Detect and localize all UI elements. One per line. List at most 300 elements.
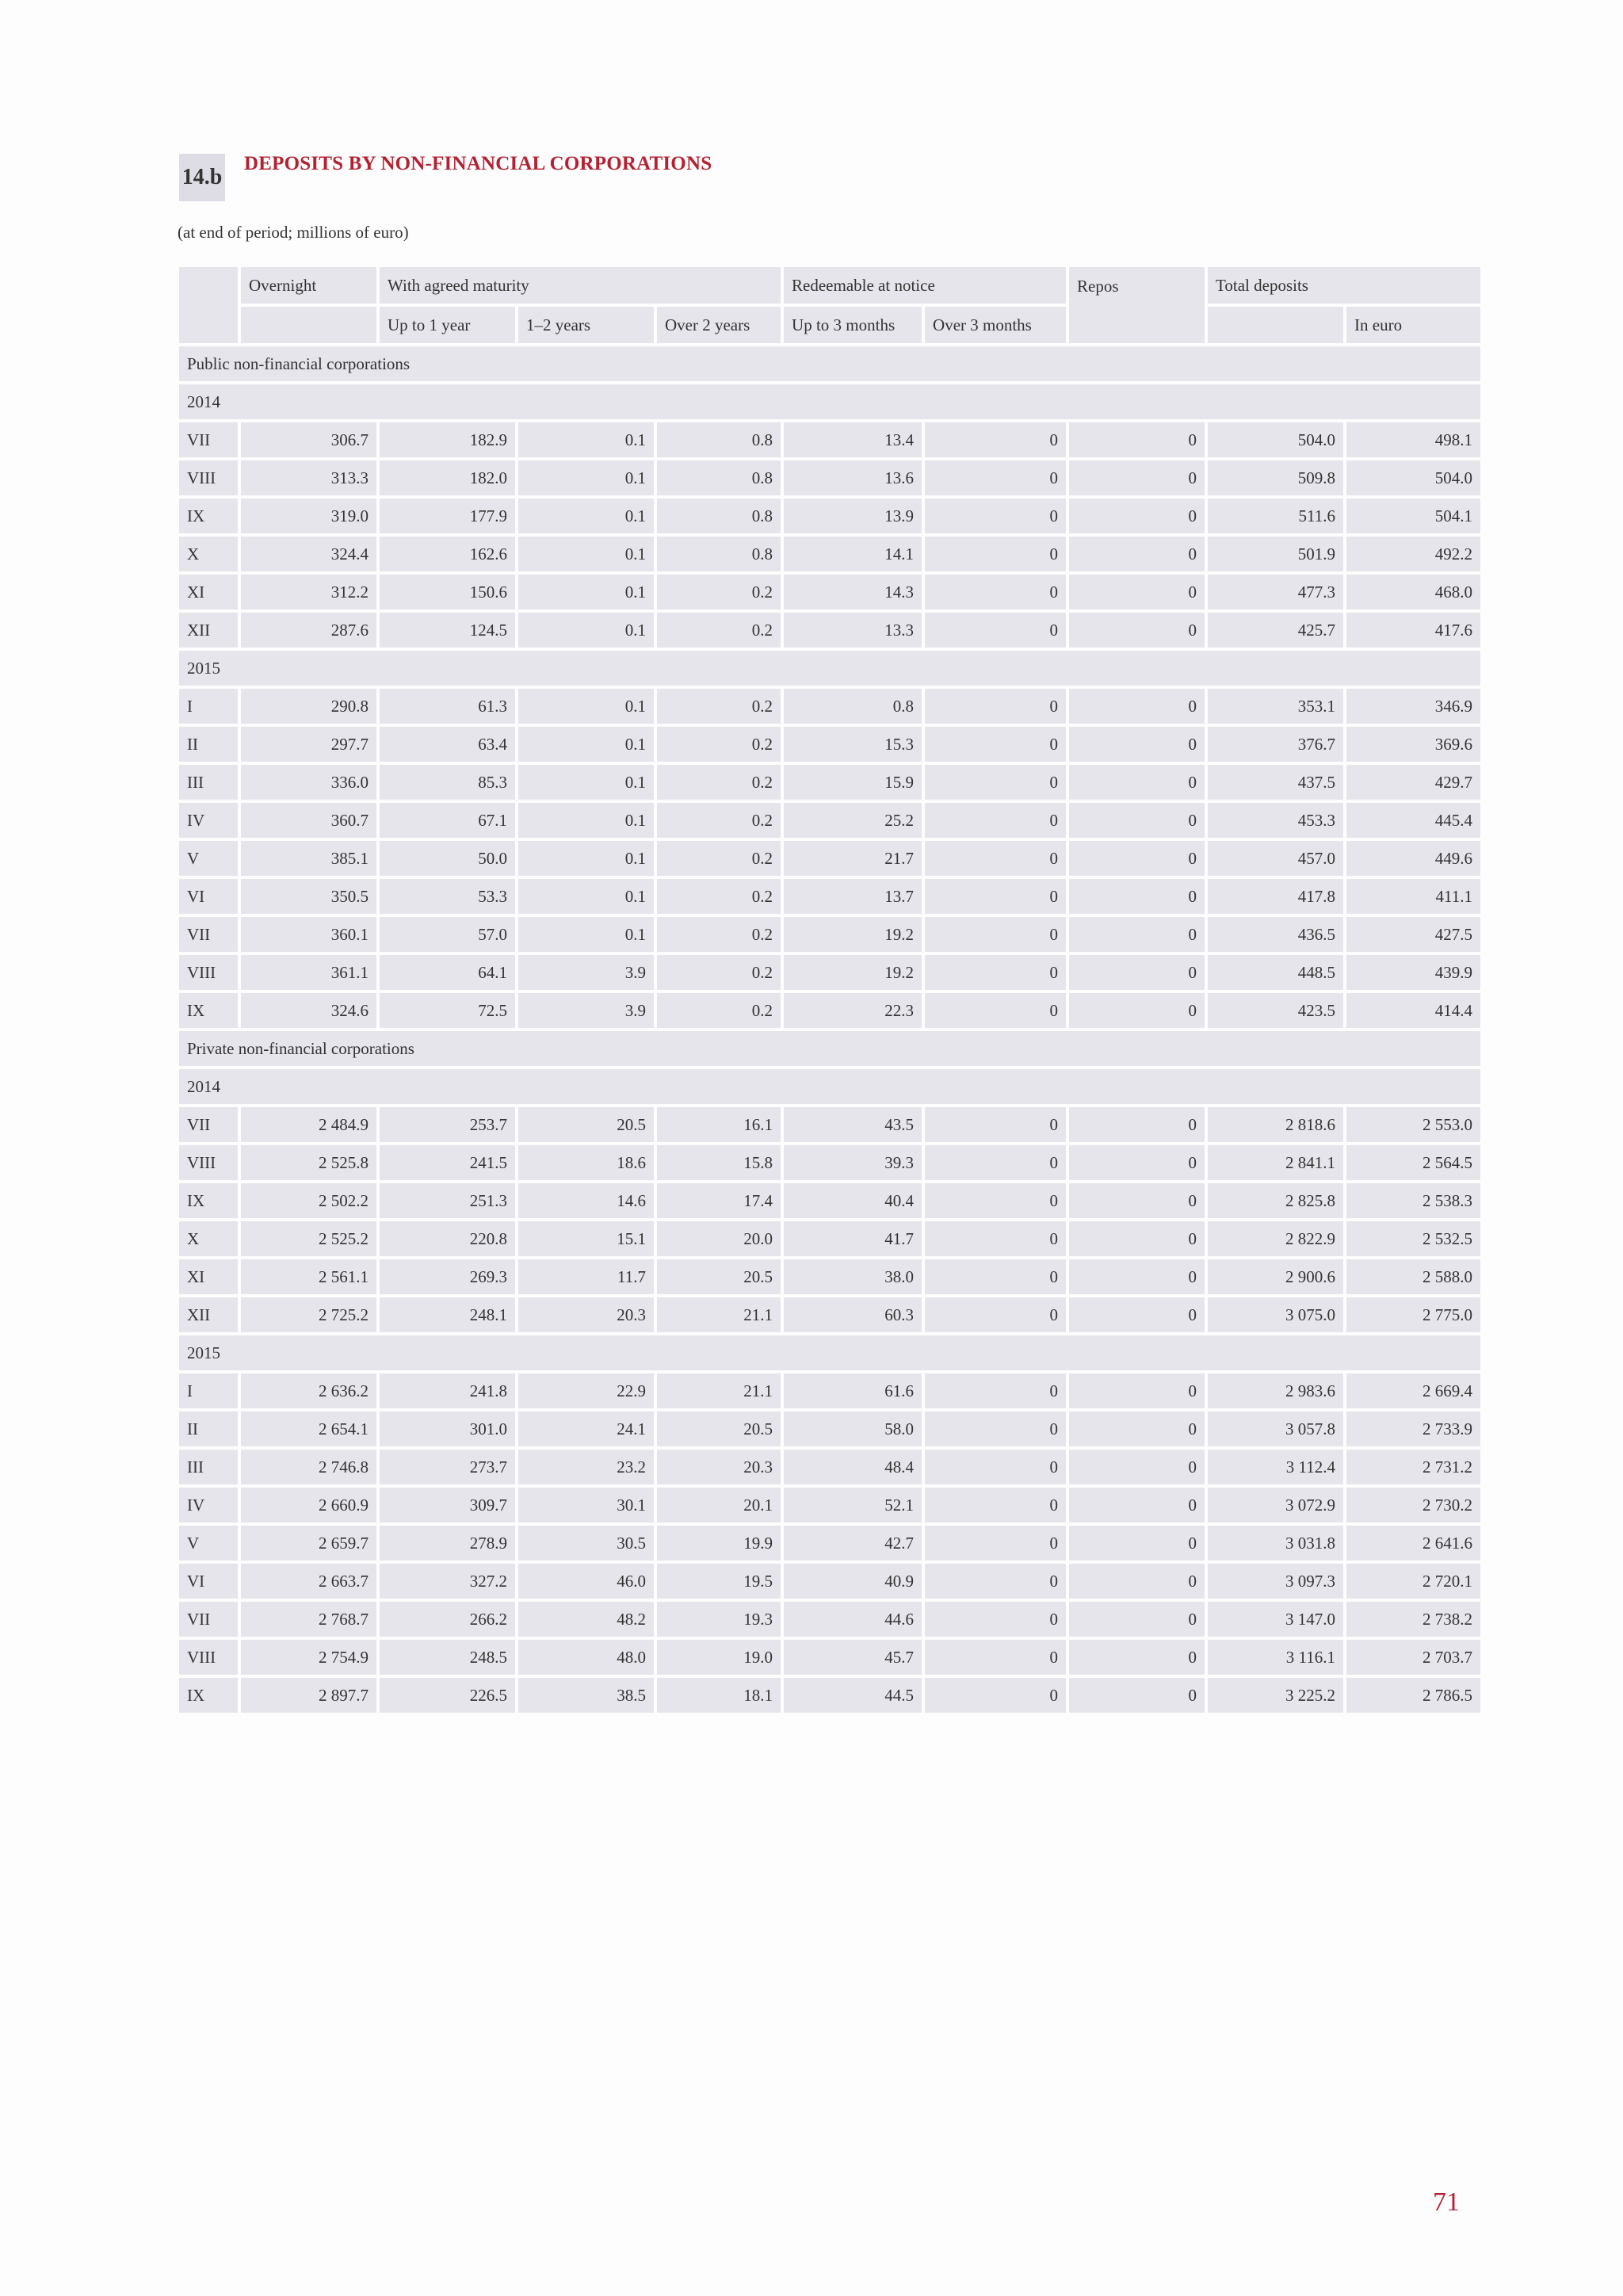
col-header-total-blank — [1208, 307, 1343, 343]
table-cell: 20.5 — [657, 1412, 781, 1446]
table-cell: 19.9 — [657, 1526, 781, 1561]
table-cell: 0 — [925, 1297, 1066, 1332]
table-cell: 20.5 — [657, 1259, 781, 1294]
month-label: VIII — [179, 1145, 238, 1180]
table-cell: 324.6 — [241, 993, 376, 1028]
header-corner-cell — [179, 267, 238, 343]
table-cell: 0 — [1069, 1373, 1205, 1408]
table-cell: 15.3 — [784, 727, 922, 762]
table-cell: 0 — [925, 1259, 1066, 1294]
year-header-row — [179, 1069, 1480, 1104]
table-cell: 0 — [1069, 613, 1205, 648]
table-cell: 2 720.1 — [1346, 1564, 1480, 1599]
table-cell: 511.6 — [1208, 499, 1343, 533]
table-cell: 182.9 — [380, 422, 515, 457]
table-cell: 0 — [1069, 1183, 1205, 1218]
month-label: IX — [179, 499, 238, 533]
table-cell: 0 — [925, 422, 1066, 457]
table-row — [179, 1488, 1480, 1522]
table-cell: 0 — [925, 955, 1066, 990]
table-cell: 248.1 — [380, 1297, 515, 1332]
month-label: III — [179, 1450, 238, 1484]
table-cell: 124.5 — [380, 613, 515, 648]
table-cell: 0 — [1069, 537, 1205, 571]
table-row — [179, 1564, 1480, 1599]
table-cell: 20.3 — [518, 1297, 654, 1332]
table-cell: 427.5 — [1346, 917, 1480, 952]
table-cell: 0.1 — [518, 727, 654, 762]
table-cell: 52.1 — [784, 1488, 922, 1522]
table-cell: 2 532.5 — [1346, 1221, 1480, 1256]
table-cell: 0 — [925, 1526, 1066, 1561]
table-cell: 369.6 — [1346, 727, 1480, 762]
table-cell: 0 — [925, 803, 1066, 838]
table-cell: 0.8 — [657, 422, 781, 457]
table-cell: 0 — [1069, 765, 1205, 800]
table-cell: 0.2 — [657, 613, 781, 648]
table-cell: 2 786.5 — [1346, 1678, 1480, 1713]
table-row — [179, 1602, 1480, 1637]
table-cell: 13.4 — [784, 422, 922, 457]
table-cell: 3 075.0 — [1208, 1297, 1343, 1332]
year-label: 2014 — [179, 1069, 1480, 1104]
table-row — [179, 1678, 1480, 1713]
table-cell: 20.3 — [657, 1450, 781, 1484]
table-cell: 30.1 — [518, 1488, 654, 1522]
table-cell: 297.7 — [241, 727, 376, 762]
table-cell: 24.1 — [518, 1412, 654, 1446]
table-cell: 2 564.5 — [1346, 1145, 1480, 1180]
table-row — [179, 727, 1480, 762]
table-cell: 64.1 — [380, 955, 515, 990]
table-cell: 0.1 — [518, 499, 654, 533]
table-cell: 0.1 — [518, 765, 654, 800]
table-cell: 269.3 — [380, 1259, 515, 1294]
table-cell: 3 225.2 — [1208, 1678, 1343, 1713]
table-cell: 42.7 — [784, 1526, 922, 1561]
table-cell: 437.5 — [1208, 765, 1343, 800]
table-cell: 18.6 — [518, 1145, 654, 1180]
table-cell: 0 — [1069, 575, 1205, 609]
table-cell: 58.0 — [784, 1412, 922, 1446]
table-cell: 336.0 — [241, 765, 376, 800]
table-cell: 411.1 — [1346, 879, 1480, 914]
table-cell: 312.2 — [241, 575, 376, 609]
table-cell: 22.3 — [784, 993, 922, 1028]
table-cell: 0 — [1069, 917, 1205, 952]
table-cell: 0.1 — [518, 460, 654, 495]
table-cell: 449.6 — [1346, 841, 1480, 876]
table-cell: 0 — [925, 1488, 1066, 1522]
table-cell: 0.1 — [518, 879, 654, 914]
table-cell: 2 775.0 — [1346, 1297, 1480, 1332]
table-cell: 0 — [925, 727, 1066, 762]
table-cell: 453.3 — [1208, 803, 1343, 838]
table-cell: 150.6 — [380, 575, 515, 609]
section-label: Private non-financial corporations — [179, 1031, 1480, 1066]
table-cell: 0.1 — [518, 422, 654, 457]
table-cell: 25.2 — [784, 803, 922, 838]
table-cell: 0 — [925, 689, 1066, 724]
table-cell: 19.5 — [657, 1564, 781, 1599]
table-cell: 2 538.3 — [1346, 1183, 1480, 1218]
month-label: XI — [179, 575, 238, 609]
table-cell: 15.1 — [518, 1221, 654, 1256]
month-label: X — [179, 537, 238, 571]
table-row — [179, 422, 1480, 457]
table-cell: 21.1 — [657, 1373, 781, 1408]
table-cell: 414.4 — [1346, 993, 1480, 1028]
table-cell: 0.1 — [518, 613, 654, 648]
header-row-sub — [179, 307, 1480, 343]
table-cell: 429.7 — [1346, 765, 1480, 800]
table-cell: 38.5 — [518, 1678, 654, 1713]
table-cell: 2 588.0 — [1346, 1259, 1480, 1294]
year-header-row — [179, 651, 1480, 686]
table-cell: 0 — [925, 841, 1066, 876]
table-row — [179, 1640, 1480, 1675]
table-cell: 0 — [1069, 1259, 1205, 1294]
table-cell: 0 — [1069, 422, 1205, 457]
month-label: VI — [179, 879, 238, 914]
table-cell: 0.2 — [657, 993, 781, 1028]
table-cell: 309.7 — [380, 1488, 515, 1522]
table-row — [179, 993, 1480, 1028]
table-cell: 3 031.8 — [1208, 1526, 1343, 1561]
table-cell: 0.8 — [657, 499, 781, 533]
table-cell: 0.2 — [657, 879, 781, 914]
table-cell: 2 746.8 — [241, 1450, 376, 1484]
table-cell: 0 — [925, 1602, 1066, 1637]
table-cell: 177.9 — [380, 499, 515, 533]
table-cell: 2 703.7 — [1346, 1640, 1480, 1675]
table-cell: 85.3 — [380, 765, 515, 800]
table-cell: 0 — [1069, 1145, 1205, 1180]
table-cell: 241.5 — [380, 1145, 515, 1180]
table-cell: 44.6 — [784, 1602, 922, 1637]
table-cell: 509.8 — [1208, 460, 1343, 495]
table-row — [179, 1526, 1480, 1561]
table-cell: 13.7 — [784, 879, 922, 914]
table-cell: 0.2 — [657, 841, 781, 876]
table-cell: 14.6 — [518, 1183, 654, 1218]
table-cell: 423.5 — [1208, 993, 1343, 1028]
table-cell: 2 561.1 — [241, 1259, 376, 1294]
table-cell: 0.1 — [518, 537, 654, 571]
table-cell: 448.5 — [1208, 955, 1343, 990]
table-cell: 3.9 — [518, 955, 654, 990]
table-cell: 0 — [925, 1107, 1066, 1142]
table-cell: 14.1 — [784, 537, 922, 571]
table-cell: 360.7 — [241, 803, 376, 838]
table-cell: 0 — [925, 993, 1066, 1028]
table-cell: 504.1 — [1346, 499, 1480, 533]
table-cell: 361.1 — [241, 955, 376, 990]
table-row — [179, 1259, 1480, 1294]
table-cell: 20.1 — [657, 1488, 781, 1522]
table-cell: 385.1 — [241, 841, 376, 876]
table-cell: 0.8 — [784, 689, 922, 724]
table-cell: 417.8 — [1208, 879, 1343, 914]
col-header-overnight-blank — [241, 307, 376, 343]
table-cell: 0 — [925, 1373, 1066, 1408]
table-cell: 2 525.8 — [241, 1145, 376, 1180]
table-cell: 504.0 — [1346, 460, 1480, 495]
table-cell: 0 — [1069, 1221, 1205, 1256]
year-label: 2014 — [179, 384, 1480, 419]
table-cell: 182.0 — [380, 460, 515, 495]
table-cell: 2 731.2 — [1346, 1450, 1480, 1484]
table-row — [179, 1183, 1480, 1218]
table-cell: 13.6 — [784, 460, 922, 495]
month-label: I — [179, 689, 238, 724]
table-cell: 21.7 — [784, 841, 922, 876]
table-cell: 53.3 — [380, 879, 515, 914]
table-cell: 0.2 — [657, 689, 781, 724]
table-cell: 30.5 — [518, 1526, 654, 1561]
table-cell: 477.3 — [1208, 575, 1343, 609]
table-cell: 0 — [1069, 955, 1205, 990]
month-label: XII — [179, 613, 238, 648]
col-header-total-deposits: Total deposits — [1208, 267, 1480, 304]
table-cell: 301.0 — [380, 1412, 515, 1446]
table-cell: 0 — [1069, 1602, 1205, 1637]
table-cell: 2 659.7 — [241, 1526, 376, 1561]
table-row — [179, 841, 1480, 876]
table-row — [179, 1107, 1480, 1142]
table-cell: 0 — [1069, 841, 1205, 876]
table-cell: 20.5 — [518, 1107, 654, 1142]
table-cell: 2 818.6 — [1208, 1107, 1343, 1142]
table-cell: 72.5 — [380, 993, 515, 1028]
table-cell: 0 — [925, 1145, 1066, 1180]
col-header-1-2-years: 1–2 years — [518, 307, 654, 343]
month-label: VI — [179, 1564, 238, 1599]
table-cell: 0 — [925, 1678, 1066, 1713]
table-cell: 57.0 — [380, 917, 515, 952]
table-cell: 2 725.2 — [241, 1297, 376, 1332]
month-label: VII — [179, 422, 238, 457]
table-cell: 40.9 — [784, 1564, 922, 1599]
table-cell: 0.2 — [657, 765, 781, 800]
table-cell: 2 897.7 — [241, 1678, 376, 1713]
table-cell: 48.0 — [518, 1640, 654, 1675]
table-cell: 3 072.9 — [1208, 1488, 1343, 1522]
month-label: VIII — [179, 955, 238, 990]
month-label: IV — [179, 803, 238, 838]
table-cell: 376.7 — [1208, 727, 1343, 762]
table-cell: 287.6 — [241, 613, 376, 648]
table-cell: 319.0 — [241, 499, 376, 533]
table-cell: 0.1 — [518, 841, 654, 876]
table-cell: 350.5 — [241, 879, 376, 914]
table-cell: 3 147.0 — [1208, 1602, 1343, 1637]
table-cell: 2 983.6 — [1208, 1373, 1343, 1408]
table-row — [179, 499, 1480, 533]
table-cell: 0.2 — [657, 955, 781, 990]
table-cell: 0.1 — [518, 917, 654, 952]
col-header-up-to-1-year: Up to 1 year — [380, 307, 515, 343]
table-cell: 2 654.1 — [241, 1412, 376, 1446]
table-row — [179, 1373, 1480, 1408]
table-cell: 0 — [1069, 993, 1205, 1028]
month-label: V — [179, 841, 238, 876]
table-cell: 2 738.2 — [1346, 1602, 1480, 1637]
table-cell: 445.4 — [1346, 803, 1480, 838]
table-cell: 324.4 — [241, 537, 376, 571]
table-cell: 251.3 — [380, 1183, 515, 1218]
table-body — [179, 346, 1480, 1713]
table-cell: 2 660.9 — [241, 1488, 376, 1522]
table-cell: 2 733.9 — [1346, 1412, 1480, 1446]
table-cell: 273.7 — [380, 1450, 515, 1484]
table-row — [179, 613, 1480, 648]
table-row — [179, 765, 1480, 800]
table-cell: 2 768.7 — [241, 1602, 376, 1637]
table-cell: 18.1 — [657, 1678, 781, 1713]
section-header-row — [179, 346, 1480, 381]
table-cell: 17.4 — [657, 1183, 781, 1218]
table-cell: 0 — [1069, 1297, 1205, 1332]
table-cell: 14.3 — [784, 575, 922, 609]
table-cell: 353.1 — [1208, 689, 1343, 724]
table-cell: 2 636.2 — [241, 1373, 376, 1408]
table-cell: 501.9 — [1208, 537, 1343, 571]
table-cell: 11.7 — [518, 1259, 654, 1294]
table-row — [179, 879, 1480, 914]
table-cell: 248.5 — [380, 1640, 515, 1675]
table-cell: 241.8 — [380, 1373, 515, 1408]
table-cell: 0 — [925, 917, 1066, 952]
col-header-repos: Repos — [1069, 267, 1205, 343]
month-label: I — [179, 1373, 238, 1408]
table-cell: 46.0 — [518, 1564, 654, 1599]
table-cell: 2 841.1 — [1208, 1145, 1343, 1180]
table-row — [179, 460, 1480, 495]
month-label: VII — [179, 1602, 238, 1637]
table-cell: 63.4 — [380, 727, 515, 762]
table-cell: 290.8 — [241, 689, 376, 724]
table-cell: 0.1 — [518, 689, 654, 724]
table-cell: 0 — [1069, 879, 1205, 914]
month-label: VII — [179, 917, 238, 952]
table-cell: 67.1 — [380, 803, 515, 838]
table-cell: 0 — [925, 1640, 1066, 1675]
table-cell: 38.0 — [784, 1259, 922, 1294]
table-cell: 0 — [1069, 1678, 1205, 1713]
table-cell: 0 — [925, 1412, 1066, 1446]
table-cell: 346.9 — [1346, 689, 1480, 724]
table-number-badge: 14.b — [179, 154, 225, 201]
table-cell: 0 — [925, 1183, 1066, 1218]
table-cell: 3 097.3 — [1208, 1564, 1343, 1599]
table-cell: 226.5 — [380, 1678, 515, 1713]
table-cell: 2 484.9 — [241, 1107, 376, 1142]
table-cell: 0 — [1069, 689, 1205, 724]
table-cell: 13.9 — [784, 499, 922, 533]
table-cell: 504.0 — [1208, 422, 1343, 457]
table-row — [179, 917, 1480, 952]
table-cell: 2 825.8 — [1208, 1183, 1343, 1218]
month-label: V — [179, 1526, 238, 1561]
col-header-redeemable: Redeemable at notice — [784, 267, 1066, 304]
table-cell: 0.2 — [657, 917, 781, 952]
table-cell: 15.9 — [784, 765, 922, 800]
table-cell: 22.9 — [518, 1373, 654, 1408]
table-cell: 0 — [925, 499, 1066, 533]
page-number: 71 — [1433, 2187, 1460, 2217]
table-cell: 306.7 — [241, 422, 376, 457]
table-cell: 3 116.1 — [1208, 1640, 1343, 1675]
table-cell: 0 — [1069, 1450, 1205, 1484]
section-label: Public non-financial corporations — [179, 346, 1480, 381]
table-cell: 0.2 — [657, 727, 781, 762]
table-cell: 162.6 — [380, 537, 515, 571]
month-label: II — [179, 1412, 238, 1446]
table-cell: 41.7 — [784, 1221, 922, 1256]
table-row — [179, 575, 1480, 609]
table-cell: 44.5 — [784, 1678, 922, 1713]
year-label: 2015 — [179, 1335, 1480, 1370]
month-label: XI — [179, 1259, 238, 1294]
table-cell: 43.5 — [784, 1107, 922, 1142]
table-cell: 0 — [925, 613, 1066, 648]
table-cell: 40.4 — [784, 1183, 922, 1218]
table-cell: 0 — [1069, 1564, 1205, 1599]
table-cell: 20.0 — [657, 1221, 781, 1256]
month-label: IX — [179, 1678, 238, 1713]
table-cell: 0.2 — [657, 575, 781, 609]
table-cell: 45.7 — [784, 1640, 922, 1675]
table-cell: 253.7 — [380, 1107, 515, 1142]
table-cell: 39.3 — [784, 1145, 922, 1180]
table-cell: 0 — [1069, 460, 1205, 495]
table-cell: 2 663.7 — [241, 1564, 376, 1599]
table-cell: 266.2 — [380, 1602, 515, 1637]
table-cell: 50.0 — [380, 841, 515, 876]
table-cell: 313.3 — [241, 460, 376, 495]
month-label: IV — [179, 1488, 238, 1522]
table-title: DEPOSITS BY NON-FINANCIAL CORPORATIONS — [244, 153, 712, 174]
table-cell: 48.2 — [518, 1602, 654, 1637]
col-header-overnight: Overnight — [241, 267, 376, 304]
table-row — [179, 1145, 1480, 1180]
table-cell: 0 — [925, 879, 1066, 914]
month-label: IX — [179, 1183, 238, 1218]
table-cell: 468.0 — [1346, 575, 1480, 609]
table-cell: 3.9 — [518, 993, 654, 1028]
table-cell: 0 — [925, 460, 1066, 495]
table-cell: 0.1 — [518, 575, 654, 609]
table-cell: 2 553.0 — [1346, 1107, 1480, 1142]
table-cell: 439.9 — [1346, 955, 1480, 990]
col-header-agreed-maturity: With agreed maturity — [380, 267, 781, 304]
table-cell: 220.8 — [380, 1221, 515, 1256]
table-cell: 0 — [1069, 1412, 1205, 1446]
month-label: VII — [179, 1107, 238, 1142]
table-cell: 13.3 — [784, 613, 922, 648]
table-cell: 48.4 — [784, 1450, 922, 1484]
section-header-row — [179, 1031, 1480, 1066]
table-cell: 417.6 — [1346, 613, 1480, 648]
table-row — [179, 1221, 1480, 1256]
table-cell: 2 669.4 — [1346, 1373, 1480, 1408]
month-label: IX — [179, 993, 238, 1028]
table-cell: 0 — [1069, 727, 1205, 762]
table-cell: 0 — [1069, 803, 1205, 838]
table-cell: 3 057.8 — [1208, 1412, 1343, 1446]
table-cell: 0 — [925, 1450, 1066, 1484]
